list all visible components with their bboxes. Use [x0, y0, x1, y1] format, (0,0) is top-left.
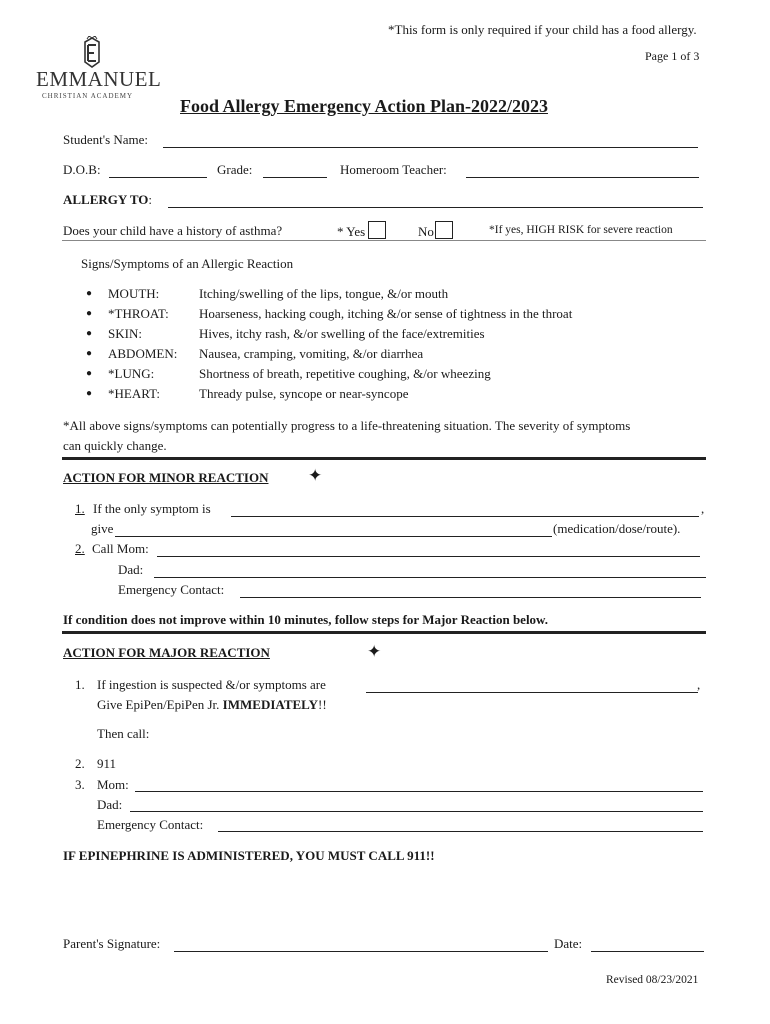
- symptom-area: ABDOMEN:: [108, 346, 178, 361]
- dob-field[interactable]: [109, 177, 207, 178]
- minor-dad-label: Dad:: [118, 562, 144, 577]
- minor-call-mom-label: Call Mom:: [92, 541, 149, 556]
- date-label: Date:: [554, 936, 583, 951]
- bullet-icon: ●: [86, 348, 93, 359]
- symptom-area: SKIN:: [108, 326, 142, 341]
- major-dad-field[interactable]: [130, 811, 703, 812]
- logo-name: EMMANUEL: [36, 67, 162, 91]
- symptom-area: MOUTH:: [108, 286, 160, 301]
- major-step3-number: 3.: [75, 777, 85, 792]
- symptom-area: *LUNG:: [108, 366, 155, 381]
- homeroom-label: Homeroom Teacher:: [340, 162, 447, 177]
- symptom-description: Nausea, cramping, vomiting, &/or diarrhea: [199, 346, 424, 361]
- allergy-to-label: [63, 192, 152, 208]
- symptom-area: *THROAT:: [108, 306, 169, 321]
- asthma-no-label: No: [418, 224, 434, 239]
- minor-emergency-field[interactable]: [240, 597, 701, 598]
- page-number: Page 1 of 3: [645, 49, 700, 63]
- major-mom-field[interactable]: [135, 791, 703, 792]
- minor-escalation-warning: If condition does not improve within 10 minutes, follow steps for Major Reaction below.: [63, 612, 548, 627]
- allergy-to-colon: :: [148, 192, 152, 207]
- major-reaction-heading: [63, 645, 270, 661]
- minor-step2-number: 2.: [75, 541, 85, 556]
- asthma-yes-option: [337, 221, 386, 240]
- minor-medication-field[interactable]: [115, 536, 552, 537]
- major-then-call: Then call:: [97, 726, 150, 741]
- minor-step1-comma: ,: [701, 501, 705, 516]
- major-step1-comma: ,: [697, 677, 701, 692]
- parent-signature-label: Parent's Signature:: [63, 936, 161, 951]
- minor-reaction-heading: [63, 470, 268, 486]
- minor-step1-label: If the only symptom is: [93, 501, 211, 516]
- student-name-label: Student's Name:: [63, 132, 149, 147]
- sparkle-icon: ✦: [367, 642, 382, 661]
- minor-dad-field[interactable]: [154, 577, 706, 578]
- symptoms-warning-line2: can quickly change.: [63, 438, 167, 453]
- minor-give-label: give: [91, 521, 114, 536]
- allergy-to-text: ALLERGY TO: [63, 192, 149, 207]
- student-name-field[interactable]: [163, 147, 698, 148]
- bullet-icon: ●: [86, 388, 93, 399]
- crest-icon: [36, 36, 148, 70]
- symptom-area: *HEART:: [108, 386, 161, 401]
- minor-symptom-field[interactable]: [231, 516, 699, 517]
- symptom-description: Hoarseness, hacking cough, itching &/or sense of tightness in the throat: [199, 306, 573, 321]
- asthma-divider: [62, 240, 706, 241]
- date-field[interactable]: [591, 951, 704, 952]
- asthma-no-checkbox[interactable]: [435, 221, 453, 239]
- major-dad-label: Dad:: [97, 797, 123, 812]
- allergy-to-field[interactable]: [168, 207, 703, 208]
- major-epipen-text: Give EpiPen/EpiPen Jr.: [97, 697, 220, 712]
- logo-subtitle: CHRISTIAN ACADEMY: [42, 92, 134, 100]
- section-divider: [62, 631, 706, 634]
- minor-mom-field[interactable]: [157, 556, 700, 557]
- symptom-description: Thready pulse, syncope or near-syncope: [199, 386, 409, 401]
- bullet-icon: ●: [86, 288, 93, 299]
- form-requirement-notice: *This form is only required if your child has a food allergy.: [388, 22, 697, 37]
- dob-label: D.O.B:: [63, 162, 101, 177]
- minor-medication-hint: (medication/dose/route).: [553, 521, 681, 536]
- major-epipen-immediately: IMMEDIATELY: [222, 697, 319, 712]
- major-step1-label: If ingestion is suspected &/or symptoms are: [97, 677, 326, 692]
- bullet-icon: ●: [86, 368, 93, 379]
- symptoms-warning-line1: *All above signs/symptoms can potentially progress to a life-threatening situation. The severity of symptoms: [63, 418, 631, 433]
- homeroom-field[interactable]: [466, 177, 699, 178]
- asthma-risk-note: *If yes, HIGH RISK for severe reaction: [489, 224, 673, 236]
- page-title: Food Allergy Emergency Action Plan-2022/2023: [180, 96, 548, 116]
- minor-reaction-title: ACTION FOR MINOR REACTION: [63, 470, 269, 485]
- major-epipen-exclaim: !!: [318, 697, 327, 712]
- school-logo: [36, 36, 162, 104]
- major-emergency-field[interactable]: [218, 831, 703, 832]
- major-reaction-title: ACTION FOR MAJOR REACTION: [63, 645, 270, 660]
- section-divider: [62, 457, 706, 460]
- epinephrine-warning: IF EPINEPHRINE IS ADMINISTERED, YOU MUST CALL 911!!: [63, 848, 435, 863]
- symptom-description: Hives, itchy rash, &/or swelling of the face/extremities: [199, 326, 485, 341]
- revision-date: Revised 08/23/2021: [606, 974, 699, 986]
- minor-emergency-label: Emergency Contact:: [118, 582, 225, 597]
- asthma-no-option: [418, 221, 453, 240]
- asthma-question: Does your child have a history of asthma?: [63, 223, 283, 238]
- sparkle-icon: ✦: [308, 466, 323, 485]
- bullet-icon: ●: [86, 328, 93, 339]
- grade-label: Grade:: [217, 162, 253, 177]
- symptom-description: Shortness of breath, repetitive coughing, &/or wheezing: [199, 366, 491, 381]
- major-step2-911: 911: [97, 756, 117, 771]
- major-step2-number: 2.: [75, 756, 85, 771]
- major-emergency-label: Emergency Contact:: [97, 817, 204, 832]
- symptom-description: Itching/swelling of the lips, tongue, &/or mouth: [199, 286, 449, 301]
- asthma-yes-checkbox[interactable]: [368, 221, 386, 239]
- symptoms-heading: Signs/Symptoms of an Allergic Reaction: [81, 256, 294, 271]
- major-step1-number: 1.: [75, 677, 85, 692]
- grade-field[interactable]: [263, 177, 327, 178]
- major-symptom-field[interactable]: [366, 692, 698, 693]
- minor-step1-number: 1.: [75, 501, 85, 516]
- asthma-yes-label: * Yes: [337, 224, 366, 239]
- parent-signature-field[interactable]: [174, 951, 548, 952]
- major-mom-label: Mom:: [97, 777, 129, 792]
- major-epipen-instruction: [97, 697, 327, 713]
- bullet-icon: ●: [86, 308, 93, 319]
